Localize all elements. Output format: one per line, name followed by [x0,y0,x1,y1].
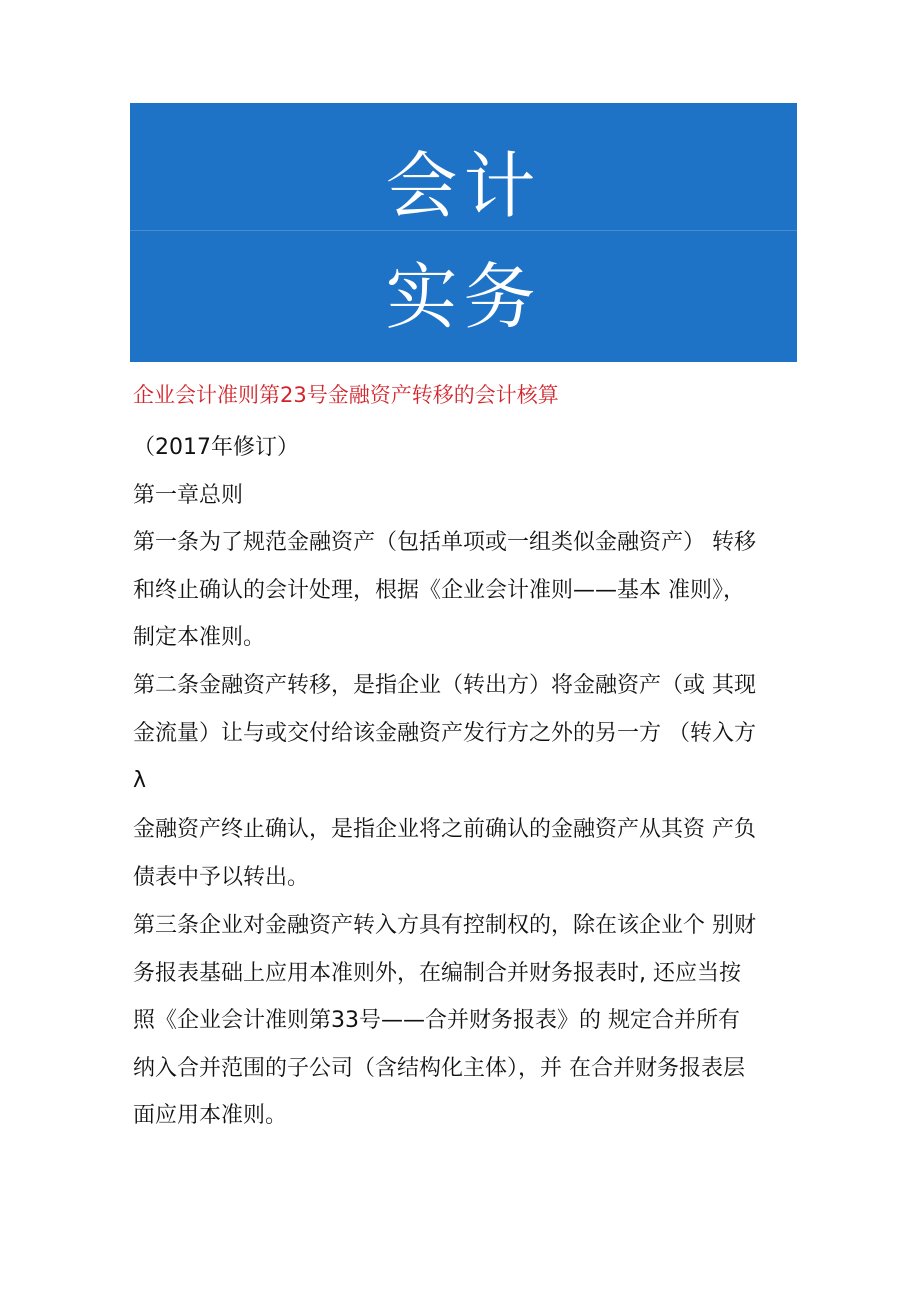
article-2-line: 金流量）让与或交付给该金融资产发行方之外的另一方 （转入方 [133,720,756,746]
article-2 [133,662,803,805]
chapter-title: 第一章总则 [133,483,244,508]
chapter-heading [133,472,803,520]
document-title: 企业会计准则第23号金融资产转移的会计核算 [133,383,559,407]
banner-divider [130,230,797,231]
article-3-line: 照《企业会计准则第33号——合并财务报表》的 规定合并所有 [133,1008,740,1033]
article-3-line: 务报表基础上应用本准则外，在编制合并财务报表时, 还应当按 [133,960,741,986]
article-1-line: 制定本准则。 [133,625,266,650]
banner-title-line-2: 实务 [385,255,542,339]
derecognition-definition [133,806,803,901]
revision-note [133,424,803,472]
cover-banner [130,103,797,362]
article-3-line: 面应用本准则。 [133,1103,288,1128]
article-3-line: 纳入合并范围的子公司（含结构化主体），并 在合并财务报表层 [133,1055,745,1081]
revision-text: （2017年修订） [133,435,299,460]
banner-title-line-1: 会计 [385,144,542,228]
derecognition-line: 债表中予以转出。 [133,864,310,890]
article-1-line: 和终止确认的会计处理，根据《企业会计准则——基本 准则》， [133,577,745,603]
article-1 [133,519,803,662]
article-3 [133,902,803,1140]
article-1-line: 第一条为了规范金融资产（包括单项或一组类似金融资产） 转移 [133,530,756,555]
article-2-line: λ [133,768,147,793]
article-3-line: 第三条企业对金融资产转入方具有控制权的，除在该企业个 别财 [133,913,756,938]
article-2-line: 第二条金融资产转移，是指企业（转出方）将金融资产（或 其现 [133,673,756,698]
derecognition-line: 金融资产终止确认，是指企业将之前确认的金融资产从其资 产负 [133,817,756,842]
